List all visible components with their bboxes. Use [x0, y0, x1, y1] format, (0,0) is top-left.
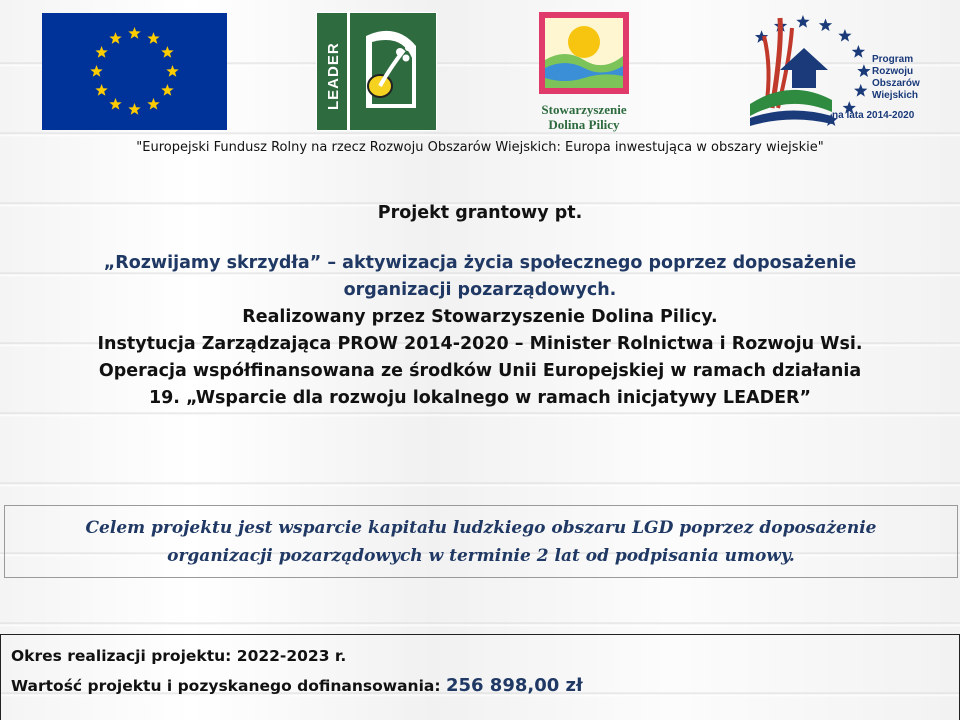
- prow-star-icon: [854, 84, 867, 97]
- realized-by: Realizowany przez Stowarzyszenie Dolina Pilicy.: [242, 307, 718, 327]
- goal-line2: organizacji pozarządowych w terminie 2 lat od podpisania umowy.: [167, 545, 795, 566]
- leader-logo-text: LEADER: [325, 42, 342, 110]
- prow-logo-line3: Obszarów: [872, 78, 920, 89]
- prow-logo-line4: Wiejskich: [872, 90, 919, 101]
- prow-star-icon: [857, 64, 870, 77]
- project-title: [0, 250, 960, 304]
- project-goal-text: [86, 514, 877, 570]
- cofinanced-line2: 19. „Wsparcie dla rozwoju lokalnego w ramach inicjatywy LEADER”: [148, 388, 812, 408]
- prow-star-icon: [852, 45, 865, 58]
- project-heading: Projekt grantowy pt.: [377, 203, 583, 223]
- dolina-pilicy-logo: [525, 10, 643, 135]
- project-description: [0, 200, 960, 412]
- cofinanced-line1: Operacja współfinansowana ze środków Unii Europejskiej w ramach działania: [98, 361, 862, 381]
- prow-star-icon: [838, 29, 851, 42]
- dolina-logo-line1: Stowarzyszenie: [541, 102, 627, 117]
- project-goal-box: [4, 505, 958, 578]
- project-title-line2: organizacji pozarządowych.: [343, 280, 617, 300]
- efrrow-caption: "Europejski Fundusz Rolny na rzecz Rozwoju Obszarów Wiejskich: Europa inwestująca w obszary wiejskie": [136, 140, 824, 155]
- amount-row: [11, 671, 959, 701]
- project-title-line1: „Rozwijamy skrzydła” – aktywizacja życia społecznego poprzez doposażenie: [103, 253, 857, 273]
- amount-label: Wartość projektu i pozyskanego dofinansowania:: [11, 677, 441, 695]
- period-row: [11, 641, 959, 671]
- eu-flag-logo: [42, 13, 227, 130]
- period-value: 2022-2023 r.: [236, 647, 347, 665]
- project-info-box: [0, 634, 960, 720]
- prow-logo-line1: Program: [872, 54, 914, 65]
- prow-logo-years: na lata 2014-2020: [832, 110, 915, 121]
- dolina-logo-line2: Dolina Pilicy: [548, 117, 620, 132]
- prow-star-icon: [796, 15, 809, 28]
- prow-logo-line2: Rozwoju: [872, 66, 914, 77]
- leader-logo: [316, 12, 437, 131]
- prow-star-icon: [819, 18, 832, 31]
- period-label: Okres realizacji projektu:: [11, 647, 232, 665]
- managing-institution: Instytucja Zarządzająca PROW 2014-2020 – Minister Rolnictwa i Rozwoju Wsi.: [97, 334, 863, 354]
- amount-value: 256 898,00 zł: [445, 675, 583, 696]
- goal-line1: Celem projektu jest wsparcie kapitału ludzkiego obszaru LGD poprzez doposażenie: [85, 517, 877, 538]
- prow-logo: [720, 8, 925, 134]
